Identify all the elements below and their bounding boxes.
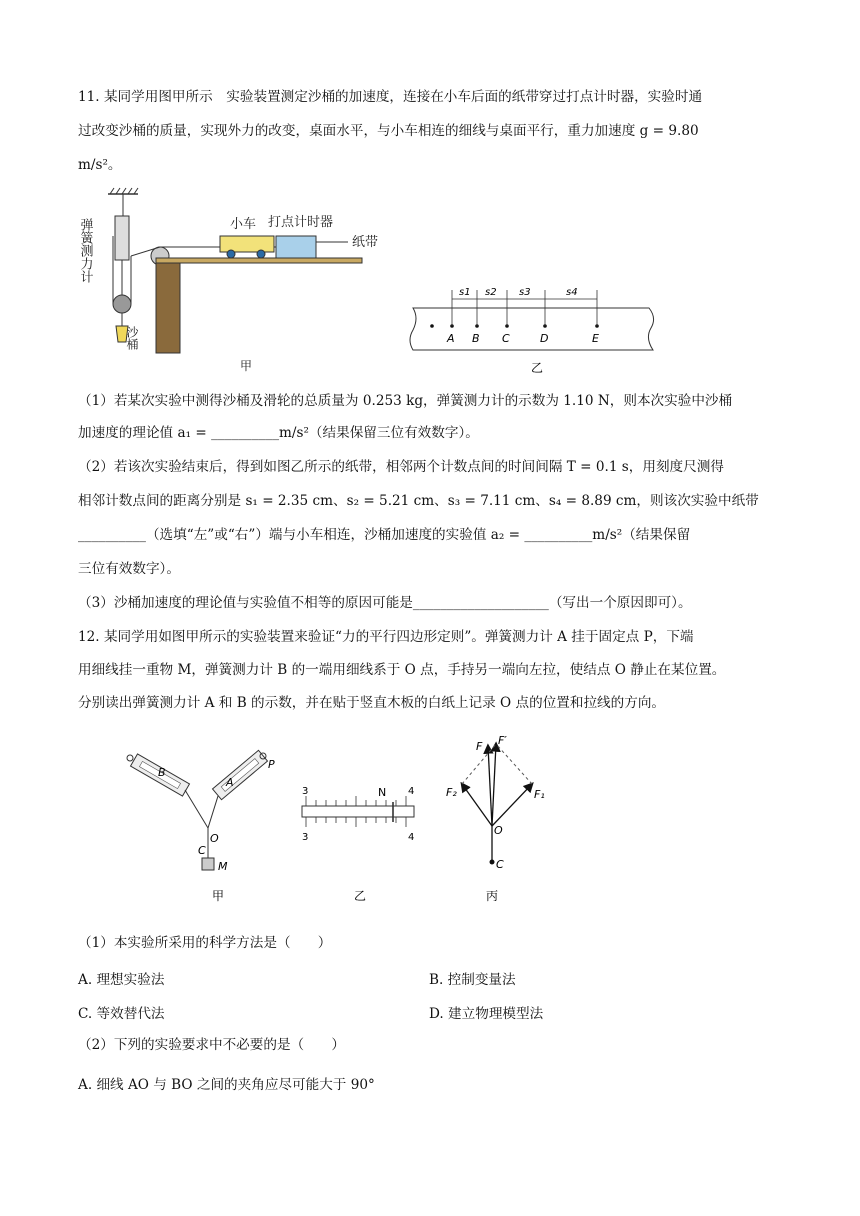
q12-stem-line3: 分别读出弹簧测力计 A 和 B 的示数，并在贴于竖直木板的白纸上记录 O 点的位置和拉线的方向。	[78, 695, 666, 711]
q11-part3-line1: （3）沙桶加速度的理论值与实验值不相等的原因可能是____________________（写出一个原因即可）。	[78, 595, 692, 611]
q11-stem-line3: m/s²。	[78, 157, 122, 173]
q11-part2-line1: （2）若该次实验结束后，得到如图乙所示的纸带，相邻两个计数点间的时间间隔 T = 0.1 s，用刻度尺测得	[78, 459, 724, 475]
q12-jia-label-a: A	[226, 776, 234, 789]
force-label-f: F	[476, 740, 483, 753]
q12-fig-jia-caption: 甲	[212, 889, 225, 903]
scale-tick-3-bottom: 3	[302, 832, 309, 843]
q11-part2-line3: __________（选填“左”或“右”）端与小车相连，沙桶加速度的实验值 a₂ = __________m/s²（结果保留	[78, 527, 691, 543]
q12-fig-yi-caption: 乙	[354, 889, 367, 903]
q12-jia-label-p: P	[268, 758, 275, 771]
q12-sub2-option-a[interactable]: A. 细线 AO 与 BO 之间的夹角应尽可能大于 90°	[78, 1077, 375, 1093]
q11-stem-line1: 11. 某同学用图甲所示 实验装置测定沙桶的加速度，连接在小车后面的纸带穿过打点计时器，实验时通	[78, 89, 703, 105]
tape-s3: s3	[519, 287, 531, 298]
tape-point-d: D	[540, 332, 549, 345]
tape-point-b: B	[472, 332, 480, 345]
fig-jia-caption: 甲	[240, 359, 253, 373]
q11-part2-line2: 相邻计数点间的距离分别是 s₁ = 2.35 cm、s₂ = 5.21 cm、s₃ = 7.11 cm、s₄ = 8.89 cm，则该次实验中纸带	[78, 493, 759, 509]
q12-sub1-option-a[interactable]: A. 理想实验法	[78, 972, 165, 988]
q12-sub1-option-b[interactable]: B. 控制变量法	[429, 972, 516, 988]
q11-part2-line4: 三位有效数字）。	[78, 561, 180, 577]
timer-label: 打点计时器	[268, 215, 334, 230]
q12-stem-line1: 12. 某同学用如图甲所示的实验装置来验证“力的平行四边形定则”。弹簧测力计 A 挂于固定点 P，下端	[78, 629, 694, 645]
q11-figure-jia	[77, 186, 380, 378]
q12-fig-bing-caption: 丙	[486, 889, 499, 903]
q12-figure-jia	[120, 750, 285, 905]
scale-tick-3-top: 3	[302, 786, 309, 797]
q12-figure-bing	[440, 732, 560, 905]
q12-sub1: （1）本实验所采用的科学方法是（ ）	[78, 935, 332, 951]
q12-sub1-option-c[interactable]: C. 等效替代法	[78, 1006, 165, 1022]
q11-stem-line2: 过改变沙桶的质量，实现外力的改变，桌面水平，与小车相连的细线与桌面平行，重力加速度 g = 9.80	[78, 123, 699, 139]
q12-jia-label-m: M	[218, 860, 228, 873]
q12-stem-line2: 用细线挂一重物 M，弹簧测力计 B 的一端用细线系于 O 点，手持另一端向左拉，使结点 O 静止在某位置。	[78, 662, 726, 678]
tape-s1: s1	[459, 287, 471, 298]
q12-sub2: （2）下列的实验要求中不必要的是（ ）	[78, 1037, 345, 1053]
q12-jia-label-c: C	[198, 844, 206, 857]
force-label-o: O	[494, 824, 503, 837]
force-label-f2: F₂	[446, 786, 457, 799]
scale-tick-4-top: 4	[408, 786, 415, 797]
q12-jia-label-o: O	[210, 832, 219, 845]
tape-point-e: E	[592, 332, 599, 345]
q11-part1-line2: 加速度的理论值 a₁ = __________m/s²（结果保留三位有效数字）。	[78, 425, 479, 441]
tape-point-c: C	[502, 332, 510, 345]
bucket-label: 沙桶	[125, 326, 139, 350]
q12-figure-yi	[296, 780, 426, 905]
q12-jia-label-b: B	[158, 766, 166, 779]
car-label: 小车	[230, 217, 257, 232]
q11-figure-yi	[405, 282, 665, 376]
tape-point-a: A	[447, 332, 455, 345]
tape-s2: s2	[485, 287, 497, 298]
spring-scale-label: 弹簧测力计	[77, 218, 93, 283]
tape-label: 纸带	[352, 235, 379, 250]
scale-tick-4-bottom: 4	[408, 832, 415, 843]
fig-yi-caption: 乙	[531, 361, 544, 375]
q11-part1-line1: （1）若某次实验中测得沙桶及滑轮的总质量为 0.253 kg，弹簧测力计的示数为 1.10 N，则本次实验中沙桶	[78, 393, 733, 409]
q12-sub1-option-d[interactable]: D. 建立物理模型法	[429, 1006, 544, 1022]
force-label-f1: F₁	[534, 788, 545, 801]
force-label-f-prime: F′	[498, 734, 507, 747]
scale-pointer-n: N	[378, 786, 387, 799]
tape-s4: s4	[566, 287, 578, 298]
force-label-c: C	[496, 858, 504, 871]
